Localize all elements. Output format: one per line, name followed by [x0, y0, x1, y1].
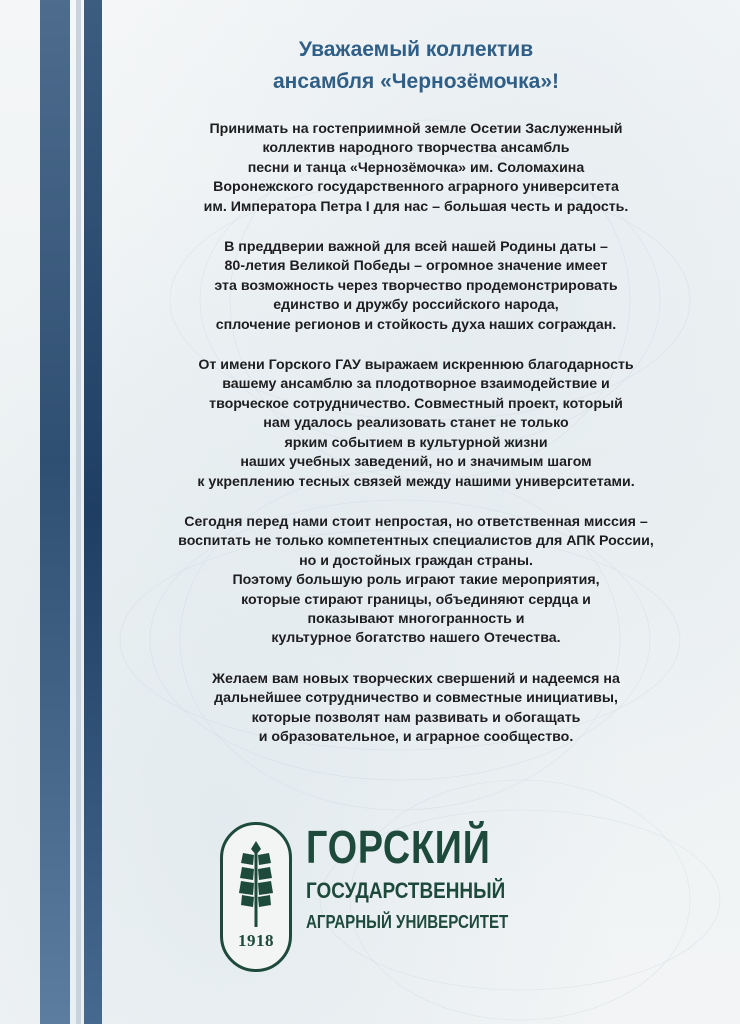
- text-line: ярким событием в культурной жизни: [284, 434, 548, 451]
- logo-line-2: ГОСУДАРСТВЕННЫЙ: [306, 878, 506, 903]
- text-line: дальнейшее сотрудничество и совместные инициативы,: [214, 690, 618, 707]
- text-line: Принимать на гостеприимной земле Осетии Заслуженный: [209, 121, 623, 137]
- title-line: ансамбля «Чернозёмочка»!: [272, 70, 560, 93]
- text-line: единство и дружбу российского народа,: [273, 297, 559, 314]
- logo-line-1: ГОРСКИЙ: [306, 821, 491, 873]
- text-line: вашему ансамблю за плодотворное взаимодействие и: [222, 376, 610, 393]
- decorative-stripe-left: [40, 0, 70, 1024]
- text-line: Сегодня перед нами стоит непростая, но ответственная миссия –: [184, 513, 648, 530]
- letter-body: [118, 30, 714, 768]
- letter-title: [118, 34, 714, 98]
- text-line: В преддверии важной для всей нашей Родины даты –: [224, 239, 608, 256]
- text-line: 80-летия Великой Победы – огромное значение имеет: [224, 258, 608, 275]
- logo-wordmark: [306, 822, 547, 934]
- paragraph-mission: [118, 513, 714, 649]
- text-line: От имени Горского ГАУ выражаем искреннюю благодарность: [198, 357, 634, 374]
- text-line: эта возможность через творчество продемонстрировать: [214, 277, 618, 294]
- text-line: песни и танца «Чернозёмочка» им. Соломахина: [247, 159, 585, 176]
- decorative-stripe-right: [84, 0, 102, 1024]
- text-line: и образовательное, и аграрное сообщество.: [258, 728, 574, 745]
- text-line: воспитать не только компетентных специалистов для АПК России,: [178, 533, 654, 550]
- text-line: им. Императора Петра I для нас – большая честь и радость.: [203, 198, 629, 215]
- decorative-stripe-highlight: [76, 0, 81, 1024]
- text-line: которые стирают границы, объединяют сердца и: [241, 591, 591, 608]
- title-line: Уважаемый коллектив: [298, 38, 534, 61]
- paragraph-greeting: [118, 120, 714, 217]
- founding-year: 1918: [238, 931, 274, 950]
- text-line: к укреплению тесных связей между нашими университетами.: [197, 473, 635, 490]
- text-line: Воронежского государственного аграрного университета: [213, 179, 619, 196]
- text-line: Желаем вам новых творческих свершений и надеемся на: [212, 670, 620, 687]
- text-line: показывают многогранность и: [307, 610, 525, 627]
- wheat-ear-icon: [235, 841, 277, 929]
- university-logo: [220, 822, 530, 980]
- text-line: наших учебных заведений, но и значимым шагом: [240, 454, 592, 471]
- text-line: которые позволят нам развивать и обогащать: [251, 709, 581, 726]
- text-line: творческое сотрудничество. Совместный проект, который: [209, 395, 623, 412]
- paragraph-wishes: [118, 670, 714, 748]
- text-line: но и достойных граждан страны.: [299, 552, 533, 569]
- logo-line-3: АГРАРНЫЙ УНИВЕРСИТЕТ: [306, 912, 509, 932]
- paragraph-victory: [118, 238, 714, 335]
- logo-emblem: [220, 822, 292, 972]
- paragraph-gratitude: [118, 356, 714, 492]
- text-line: коллектив народного творчества ансамбль: [262, 140, 570, 157]
- text-line: культурное богатство нашего Отечества.: [271, 630, 561, 647]
- text-line: Поэтому большую роль играют такие мероприятия,: [232, 572, 600, 589]
- text-line: сплочение регионов и стойкость духа наших сограждан.: [215, 316, 617, 333]
- text-line: нам удалось реализовать станет не только: [263, 415, 569, 432]
